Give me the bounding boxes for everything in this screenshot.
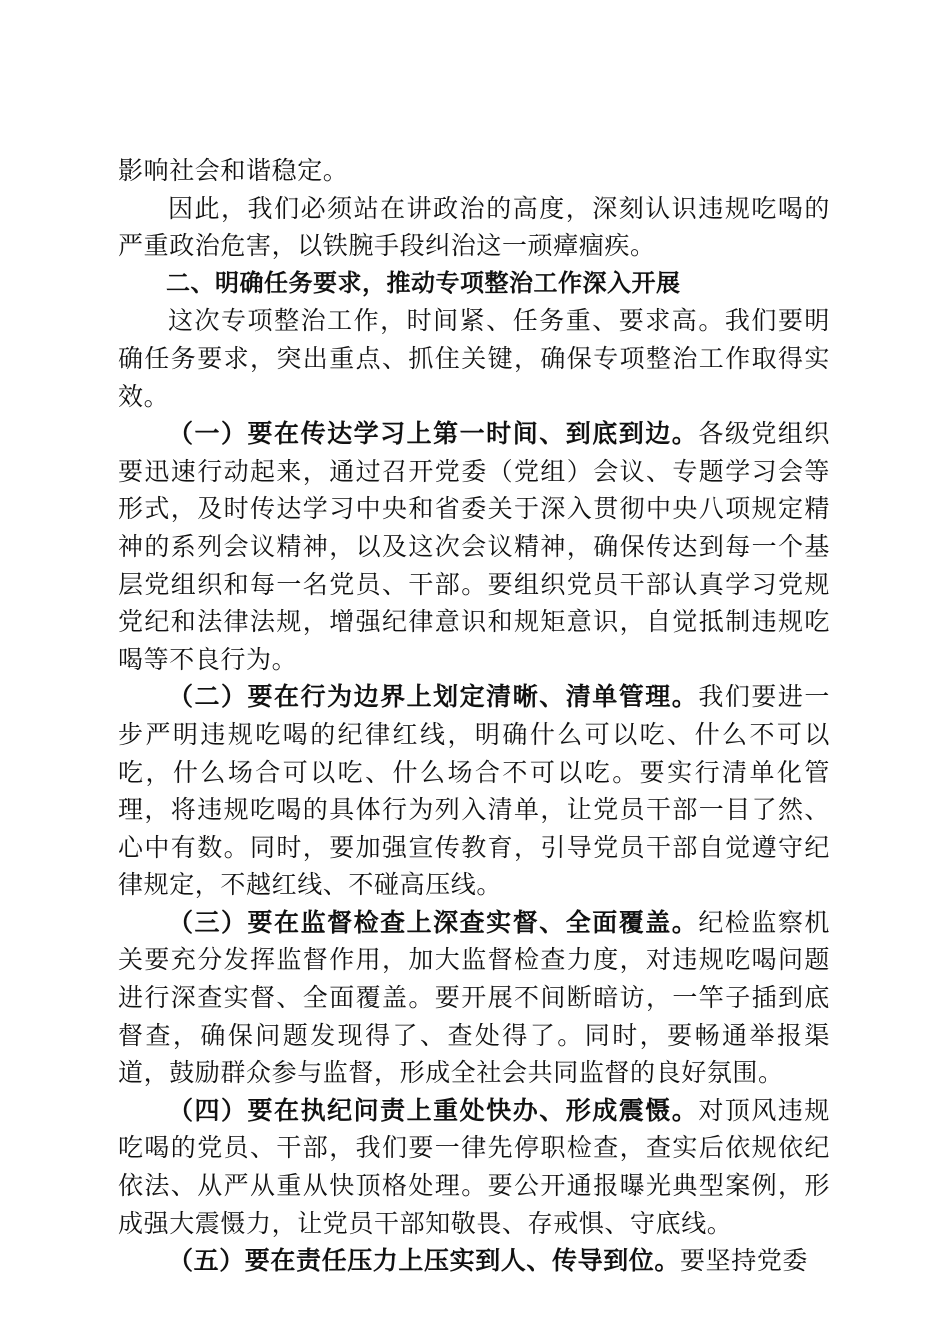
item-text: 对顶风违规吃喝的党员、干部，我们要一律先停职检查，查实后依规依纪依法、从严从重从快顶格处理。要公开通报曝光典型案例，形成强大震慑力，让党员干部知敬畏、存戒惧、守底线。 bbox=[118, 1095, 830, 1238]
item-lead: （五）要在责任压力上压实到人、传导到位。 bbox=[168, 1246, 681, 1276]
list-item bbox=[118, 415, 830, 678]
paragraph-conclusion: 因此，我们必须站在讲政治的高度，深刻认识违规吃喝的严重政治危害，以铁腕手段纠治这一顽瘴痼疾。 bbox=[118, 193, 830, 261]
paragraph-continuation: 影响社会和谐稳定。 bbox=[118, 156, 349, 185]
paragraph-intro: 这次专项整治工作，时间紧、任务重、要求高。我们要明确任务要求，突出重点、抓住关键，确保专项整治工作取得实效。 bbox=[118, 306, 830, 411]
document-page bbox=[118, 152, 830, 1280]
item-lead: （二）要在行为边界上划定清晰、清单管理。 bbox=[168, 682, 699, 712]
section-heading: 二、明确任务要求，推动专项整治工作深入开展 bbox=[166, 268, 681, 297]
list-item bbox=[118, 1242, 830, 1280]
item-text: 我们要进一步严明违规吃喝的纪律红线，明确什么可以吃、什么不可以吃，什么场合可以吃、什么场合不可以吃。要实行清单化管理，将违规吃喝的具体行为列入清单，让党员干部一目了然、心中有数。同时，要加强宣传教育，引导党员干部自觉遵守纪律规定，不越红线、不碰高压线。 bbox=[118, 682, 830, 900]
list-item bbox=[118, 1092, 830, 1242]
list-item bbox=[118, 904, 830, 1092]
item-text: 各级党组织要迅速行动起来，通过召开党委（党组）会议、专题学习会等形式，及时传达学习中央和省委关于深入贯彻中央八项规定精神的系列会议精神，以及这次会议精神，确保传达到每一个基层党组织和每一名党员、干部。要组织党员干部认真学习党规党纪和法律法规，增强纪律意识和规矩意识，自觉抵制违规吃喝等不良行为。 bbox=[118, 419, 830, 674]
item-lead: （四）要在执纪问责上重处快办、形成震慑。 bbox=[168, 1095, 699, 1125]
item-text: 纪检监察机关要充分发挥监督作用，加大监督检查力度，对违规吃喝问题进行深查实督、全面覆盖。要开展不间断暗访，一竿子插到底督查，确保问题发现得了、查处得了。同时，要畅通举报渠道，鼓励群众参与监督，形成全社会共同监督的良好氛围。 bbox=[118, 907, 830, 1088]
list-item bbox=[118, 678, 830, 904]
item-lead: （三）要在监督检查上深查实督、全面覆盖。 bbox=[168, 907, 699, 937]
item-text: 要坚持党委 bbox=[680, 1246, 809, 1276]
item-lead: （一）要在传达学习上第一时间、到底到边。 bbox=[168, 419, 699, 449]
